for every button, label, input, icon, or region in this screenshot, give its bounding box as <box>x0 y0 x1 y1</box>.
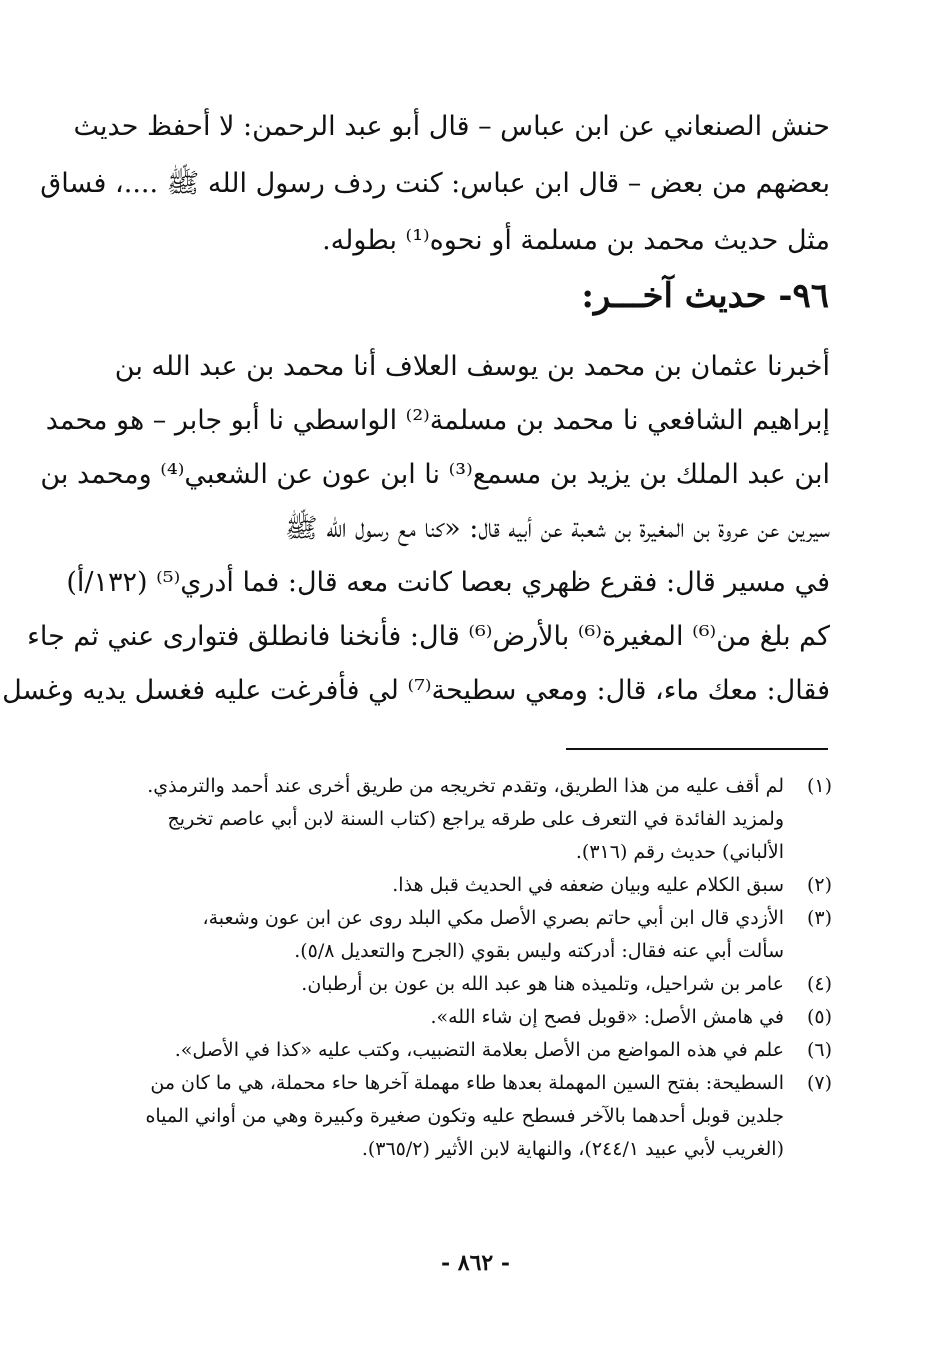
footnote-number: (١) <box>806 775 832 797</box>
footnote-7 <box>110 1067 832 1166</box>
footnote-line: لم أقف عليه من هذا الطريق، وتقدم تخريجه من طريق أخرى عند أحمد والترمذي. <box>147 775 784 797</box>
footnote-line: السطيحة: بفتح السين المهملة بعدها طاء مهملة آخرها حاء محملة، هي ما كان من <box>150 1072 784 1094</box>
footnote-line: علم في هذه المواضع من الأصل بعلامة التضبيب، وكتب عليه «كذا في الأصل». <box>174 1039 784 1061</box>
text-line: بعضهم من بعض – قال ابن عباس: كنت ردف رسول الله ﷺ ....، فساق <box>40 168 830 199</box>
footnotes <box>110 770 832 1166</box>
text-line: كم بلغ من⁽⁶⁾ المغيرة⁽⁶⁾ بالأرض⁽⁶⁾ قال: فأنخنا فانطلق فتوارى عني ثم جاء <box>27 621 830 652</box>
footnote-3 <box>110 902 832 968</box>
footnote-number: (٦) <box>806 1039 832 1061</box>
footnote-line: جلدين قوبل أحدهما بالآخر فسطح عليه وتكون صغيرة وكبيرة وهي من أواني المياه <box>145 1105 784 1127</box>
hadith-paragraph <box>2 340 830 718</box>
footnote-2 <box>110 869 832 902</box>
text-line: في مسير قال: فقرع ظهري بعصا كانت معه قال: فما أدري⁽⁵⁾ (١٣٢/أ) <box>66 567 830 598</box>
text-line: مثل حديث محمد بن مسلمة أو نحوه⁽¹⁾ بطوله. <box>322 225 830 256</box>
footnote-divider <box>566 748 828 750</box>
footnote-1 <box>110 770 832 869</box>
text-line: فقال: معك ماء، قال: ومعي سطيحة⁽⁷⁾ لي فأفرغت عليه فغسل يديه وغسل <box>2 675 830 706</box>
footnote-text <box>110 1001 784 1034</box>
footnote-text <box>110 770 784 869</box>
hadith-heading: ٩٦- حديث آخـــر: <box>581 276 829 316</box>
opening-paragraph <box>40 98 830 269</box>
footnote-4 <box>110 968 832 1001</box>
text-line: أخبرنا عثمان بن محمد بن يوسف العلاف أنا محمد بن عبد الله بن <box>114 351 830 382</box>
footnote-number: (٢) <box>806 874 832 896</box>
footnote-text <box>110 869 784 902</box>
footnote-line: عامر بن شراحيل، وتلميذه هنا هو عبد الله بن عون بن أرطبان. <box>301 973 784 995</box>
footnote-text <box>110 1034 784 1067</box>
text-line: حنش الصنعاني عن ابن عباس – قال أبو عبد الرحمن: لا أحفظ حديث <box>73 111 830 142</box>
footnote-text <box>110 968 784 1001</box>
footnote-text <box>110 902 784 968</box>
footnote-line: ولمزيد الفائدة في التعرف على طرقه يراجع (كتاب السنة لابن أبي عاصم تخريج <box>167 808 784 830</box>
footnote-line: (الغريب لأبي عبيد ٢٤٤/١)، والنهاية لابن الأثير (٣٦٥/٢). <box>361 1138 784 1160</box>
footnote-number: (٤) <box>806 973 832 995</box>
footnote-6 <box>110 1034 832 1067</box>
footnote-line: الأزدي قال ابن أبي حاتم بصري الأصل مكي البلد روى عن ابن عون وشعبة، <box>202 907 784 929</box>
text-line: ابن عبد الملك بن يزيد بن مسمع⁽³⁾ نا ابن عون عن الشعبي⁽⁴⁾ ومحمد بن <box>40 459 830 490</box>
footnote-line: الألباني) حديث رقم (٣١٦). <box>575 841 784 863</box>
footnote-number: (٥) <box>806 1006 832 1028</box>
footnote-line: في هامش الأصل: «قوبل فصح إن شاء الله». <box>430 1006 784 1028</box>
footnote-number: (٧) <box>806 1072 832 1094</box>
footnote-text <box>110 1067 784 1166</box>
text-line: سيرين عن عروة بن المغيرة بن شعبة عن أبيه قال: «كنا مع رسول الله ﷺ <box>285 513 830 544</box>
footnote-number: (٣) <box>806 907 832 929</box>
footnote-5 <box>110 1001 832 1034</box>
page-number: - ٨٦٢ - <box>440 1250 511 1276</box>
text-line: إبراهيم الشافعي نا محمد بن مسلمة⁽²⁾ الواسطي نا أبو جابر – هو محمد <box>45 405 830 436</box>
footnote-line: سبق الكلام عليه وبيان ضعفه في الحديث قبل هذا. <box>392 874 784 896</box>
footnote-line: سألت أبي عنه فقال: أدركته وليس بقوي (الجرح والتعديل ٥/٨). <box>294 940 784 962</box>
